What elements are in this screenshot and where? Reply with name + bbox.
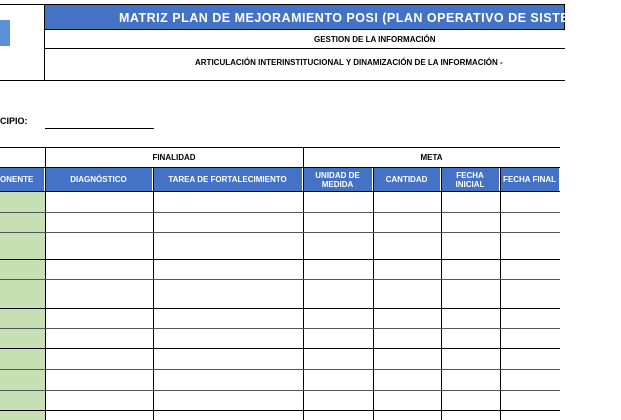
- grid-vline: [441, 168, 442, 420]
- table-row[interactable]: [0, 308, 560, 309]
- header-fecha-inicial: FECHA INICIAL: [441, 168, 500, 191]
- grid-vline: [45, 147, 46, 420]
- table-row[interactable]: [0, 232, 560, 233]
- document-title: MATRIZ PLAN DE MEJORAMIENTO POSI (PLAN OPERATIVO DE SISTEMAS DE: [45, 4, 565, 30]
- grid-vline: [500, 168, 501, 420]
- table-row[interactable]: [0, 259, 560, 260]
- logo: [0, 20, 10, 46]
- header-componente: ONENTE: [0, 168, 45, 191]
- header-diagnostico: DIAGNÓSTICO: [45, 168, 153, 191]
- header-cantidad: CANTIDAD: [373, 168, 441, 191]
- table-row[interactable]: [0, 328, 560, 329]
- group-meta: META: [303, 147, 560, 168]
- header-fecha-final: FECHA FINAL: [500, 168, 560, 191]
- table-row[interactable]: [0, 191, 560, 192]
- municipio-label: CIPIO:: [0, 116, 28, 126]
- header-tarea: TAREA DE FORTALECIMIENTO: [153, 168, 303, 191]
- table-row[interactable]: [0, 410, 560, 411]
- grid-vline: [153, 168, 154, 420]
- document-subtitle-2: ARTICULACIÓN INTERINSTITUCIONAL Y DINAMIZACIÓN DE LA INFORMACIÓN -: [45, 49, 565, 81]
- table-row[interactable]: [0, 279, 560, 280]
- componente-column: [0, 191, 45, 420]
- document-subtitle-1: GESTION DE LA INFORMACIÓN: [45, 30, 565, 49]
- grid-vline: [373, 168, 374, 420]
- table-row[interactable]: [0, 369, 560, 370]
- table-row[interactable]: [0, 212, 560, 213]
- table-row[interactable]: [0, 390, 560, 391]
- municipio-input-line[interactable]: [45, 128, 154, 129]
- group-cell-empty: [0, 147, 45, 168]
- grid-vline: [303, 147, 304, 420]
- header-unidad-medida: UNIDAD DE MEDIDA: [303, 168, 373, 191]
- group-finalidad: FINALIDAD: [45, 147, 303, 168]
- table-row[interactable]: [0, 348, 560, 349]
